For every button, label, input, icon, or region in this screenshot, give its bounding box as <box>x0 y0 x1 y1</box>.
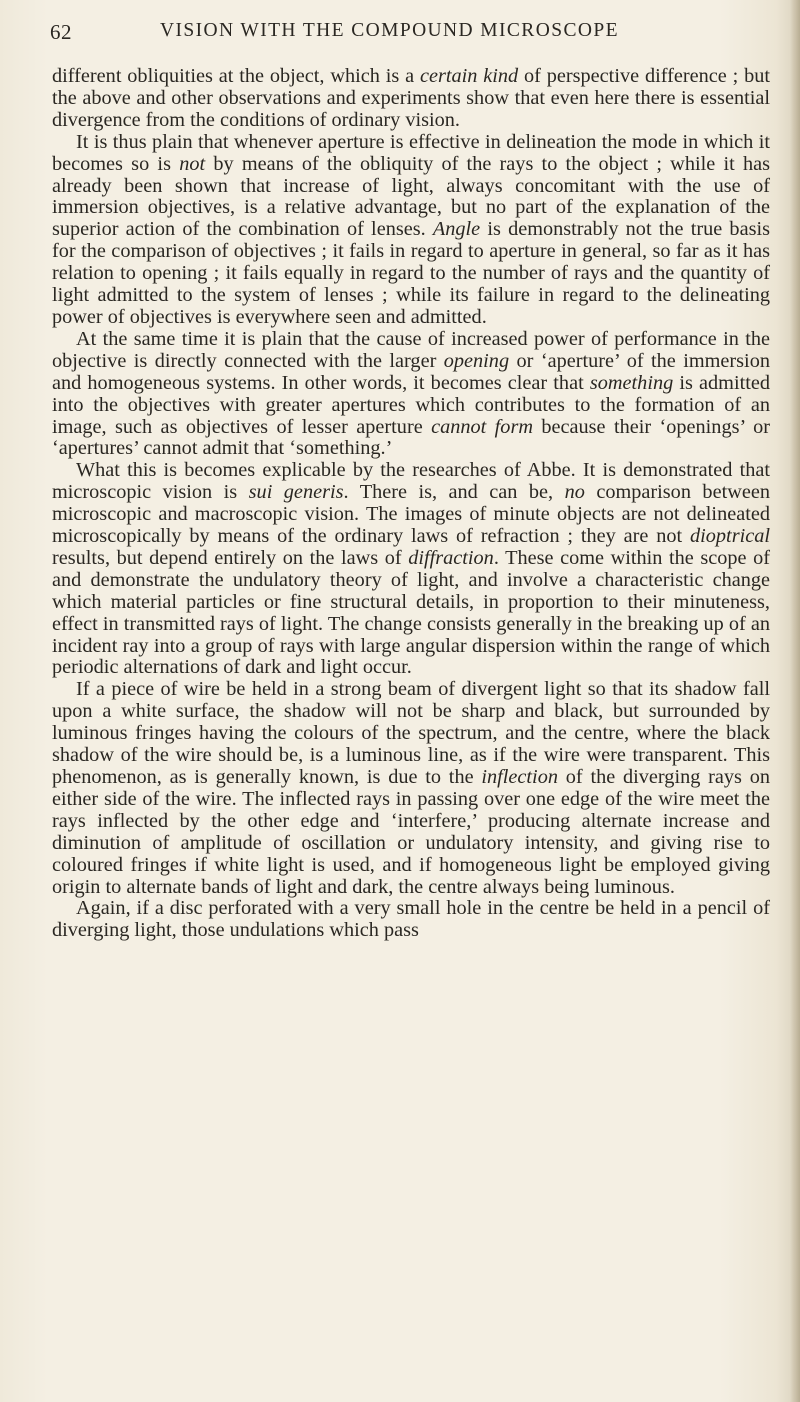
italic-run: something <box>589 371 674 394</box>
text-run: . There is, and can be, <box>343 481 565 504</box>
page-number: 62 <box>50 20 72 44</box>
italic-run: inflection <box>481 766 558 788</box>
text-run: of the diverging rays on either side of the wire. The inflected rays in passing over one edge of the wire meet the rays inflected by the other edge and ‘interfere,’ producing alternate increase and diminution of amplitude of oscillation or undulatory intensity, and giving rise to coloured fringes if white light is used, and if homogeneous light be employed giving origin to alternate bands of light and dark, the centre always being luminous. <box>52 766 770 898</box>
paragraph <box>52 898 770 942</box>
italic-run: not <box>179 152 206 175</box>
italic-run: certain kind <box>419 65 519 87</box>
paragraph <box>52 679 770 898</box>
text-run: . These come within the scope of and demonstrate the undulatory theory of light, and involve a characteristic change which material particles or fine structural details, in proportion to their minuteness, effect in transmitted rays of light. The change consists generally in the breaking up of an incident ray into a group of rays with large angular dispersion within the range of which periodic alternations of dark and light occur. <box>52 546 771 679</box>
paragraph <box>52 460 770 679</box>
italic-run: diffraction <box>408 546 494 569</box>
paragraph <box>52 329 770 460</box>
paragraph <box>52 66 770 132</box>
italic-run: opening <box>443 349 510 372</box>
text-run: because their ‘openings’ or ‘apertures’ cannot admit that ‘something.’ <box>52 415 770 460</box>
text-run: is admitted into the objectives with greater apertures which contributes to the formation of an image, such as objectives of lesser aperture <box>52 371 770 438</box>
page-edge-shadow <box>790 0 800 1402</box>
text-run: of perspective difference ; but the above and other observations and experiments show that even here there is essential divergence from the conditions of ordinary vision. <box>52 65 770 131</box>
text-run: different obliquities at the object, which is a <box>52 65 420 87</box>
italic-run: no <box>564 481 585 504</box>
paragraph <box>52 132 770 329</box>
text-run: is demonstrably not the true basis for the comparison of objectives ; it fails in regard to aperture in general, so far as it has relation to opening ; it fails equally in regard to the number of rays and the quantity of light admitted to the system of lenses ; while its failure in regard to the delineating power of objectives is everywhere seen and admitted. <box>52 218 770 328</box>
text-run: What this is becomes explicable by the researches of Abbe. It is demonstrated that microscopic vision is <box>52 459 770 504</box>
text-run: Again, if a disc perforated with a very small hole in the centre be held in a pencil of diverging light, those undulations which pass <box>52 897 770 942</box>
italic-run: dioptrical <box>690 525 770 548</box>
body-text <box>52 66 770 942</box>
text-run: At the same time it is plain that the cause of increased power of performance in the objective is directly connected with the larger <box>52 327 770 372</box>
text-run: comparison between microscopic and macroscopic vision. The images of minute objects are not delineated microscopically by means of the ordinary laws of refraction ; they are not <box>52 481 770 548</box>
text-run: results, but depend entirely on the laws of <box>52 546 409 569</box>
text-run: by means of the obliquity of the rays to the object ; while it has already been shown that increase of light, always concomitant with the use of immersion objectives, is a relative advantage, but no part of the explanation of the superior action of the combination of lenses. <box>52 152 770 241</box>
italic-run: sui generis <box>248 481 344 504</box>
text-run: or ‘aperture’ of the immersion and homogeneous systems. In other words, it becomes clear that <box>52 349 770 394</box>
running-head <box>50 10 770 44</box>
text-run: It is thus plain that whenever aperture is effective in delineation the mode in which it becomes so is <box>52 130 770 175</box>
italic-run: Angle <box>432 218 481 241</box>
italic-run: cannot form <box>431 415 533 438</box>
running-title: VISION WITH THE COMPOUND MICROSCOPE <box>160 20 619 41</box>
text-run: If a piece of wire be held in a strong beam of divergent light so that its shadow fall upon a white surface, the shadow will not be sharp and black, but surrounded by luminous fringes having the colours of the spectrum, and the centre, where the black shadow of the wire should be, is a luminous line, as if the wire were transparent. This phenomenon, as is generally known, is due to the <box>52 678 770 788</box>
